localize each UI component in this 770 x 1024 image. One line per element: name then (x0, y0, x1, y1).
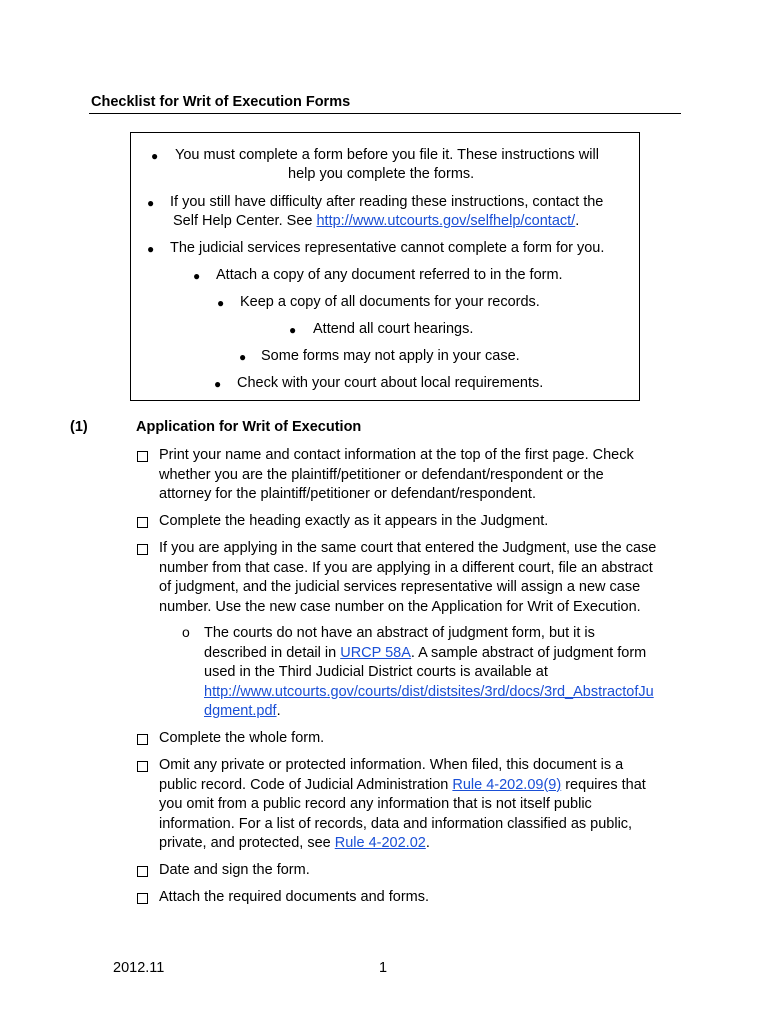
item-line: you omit from a public record any information that is not itself public (159, 796, 592, 812)
instruction-7: Some forms may not apply in your case. (261, 348, 520, 364)
sub-text: . (276, 703, 281, 719)
sub-line: used in the Third Judicial District courts is available at (204, 664, 548, 680)
item-text: . (425, 835, 430, 851)
rule-4-202-02-link[interactable]: Rule 4-202.02 (334, 835, 426, 851)
sub-line: The courts do not have an abstract of judgment form, but it is (204, 625, 595, 641)
instruction-2-text: Self Help Center. See (173, 213, 317, 229)
footer-date: 2012.11 (113, 960, 165, 976)
instruction-2-line-1: If you still have difficulty after reading these instructions, contact the (170, 194, 604, 210)
sub-item-abstract (204, 624, 684, 722)
section-number: (1) (70, 419, 88, 435)
sub-bullet-icon: o (182, 624, 190, 640)
title-rule (89, 113, 681, 114)
checkbox-heading[interactable] (137, 517, 148, 528)
abstract-pdf-link[interactable]: http://www.utcourts.gov/courts/dist/distsites/3rd/docs/3rd_AbstractofJu (204, 683, 654, 700)
urcp-58a-link[interactable]: URCP 58A (340, 644, 411, 661)
bullet-icon: ● (147, 196, 155, 210)
page-title: Checklist for Writ of Execution Forms (91, 94, 351, 110)
item-line: number from that case. If you are applying in a different court, file an abstract (159, 559, 653, 576)
instruction-1-line-1: You must complete a form before you file it. These instructions will (175, 147, 599, 163)
item-text: requires that (561, 776, 646, 793)
sub-line (204, 644, 684, 664)
item-text: private, and protected, see (159, 835, 335, 851)
item-line: information. For a list of records, data and information classified as public, (159, 815, 633, 832)
instruction-3: The judicial services representative cannot complete a form for you. (170, 240, 605, 256)
checkbox-attach-docs[interactable] (137, 893, 148, 904)
item-line: Print your name and contact information at the top of the first page. Check (159, 447, 634, 463)
item-line (159, 776, 689, 796)
checklist-item-date-sign: Date and sign the form. (159, 862, 310, 878)
instruction-5: Keep a copy of all documents for your records. (240, 294, 540, 310)
item-line: Omit any private or protected information. When filed, this document is a (159, 757, 624, 773)
page-number: 1 (379, 960, 388, 976)
item-line: attorney for the plaintiff/petitioner or defendant/respondent. (159, 486, 536, 502)
instruction-1-line-2: help you complete the forms. (288, 166, 475, 182)
checkbox-date-sign[interactable] (137, 866, 148, 877)
bullet-icon: ● (214, 377, 222, 391)
checklist-item-heading: Complete the heading exactly as it appears in the Judgment. (159, 513, 549, 529)
checkbox-omit-private[interactable] (137, 761, 148, 772)
bullet-icon: ● (239, 350, 247, 364)
section-title: Application for Writ of Execution (136, 419, 362, 435)
sub-text: . A sample abstract of judgment form (410, 644, 647, 661)
item-line: If you are applying in the same court that entered the Judgment, use the case (159, 540, 657, 556)
checklist-item-omit-private (159, 756, 689, 854)
instruction-2-line-2 (173, 212, 579, 232)
checklist-item-print-name (159, 446, 689, 505)
sub-text: described in detail in (204, 644, 341, 661)
checkbox-print-name[interactable] (137, 451, 148, 462)
checklist-item-case-number (159, 539, 689, 617)
bullet-icon: ● (147, 242, 155, 256)
bullet-icon: ● (289, 323, 297, 337)
item-line (159, 834, 689, 854)
instruction-2-period: . (575, 213, 580, 229)
instruction-6: Attend all court hearings. (313, 321, 474, 337)
item-line: whether you are the plaintiff/petitioner or defendant/respondent or the (159, 466, 604, 483)
checkbox-whole-form[interactable] (137, 734, 148, 745)
instruction-4: Attach a copy of any document referred to in the form. (216, 267, 563, 283)
selfhelp-contact-link[interactable]: http://www.utcourts.gov/selfhelp/contact/ (316, 213, 576, 229)
sub-line (204, 683, 684, 703)
rule-4-202-09-link[interactable]: Rule 4-202.09(9) (452, 776, 562, 793)
instruction-8: Check with your court about local requirements. (237, 375, 544, 391)
checklist-item-whole-form: Complete the whole form. (159, 730, 325, 746)
checkbox-case-number[interactable] (137, 544, 148, 555)
bullet-icon: ● (151, 149, 159, 163)
checklist-item-attach-docs: Attach the required documents and forms. (159, 889, 430, 905)
abstract-pdf-link-cont[interactable]: dgment.pdf (204, 703, 277, 719)
sub-line (204, 702, 684, 722)
bullet-icon: ● (193, 269, 201, 283)
instructions-box (130, 132, 640, 401)
item-line: number. Use the new case number on the Application for Writ of Execution. (159, 598, 641, 615)
bullet-icon: ● (217, 296, 225, 310)
item-line: of judgment, and the judicial services representative will assign a new case (159, 579, 641, 595)
item-text: public record. Code of Judicial Administration (159, 776, 453, 793)
